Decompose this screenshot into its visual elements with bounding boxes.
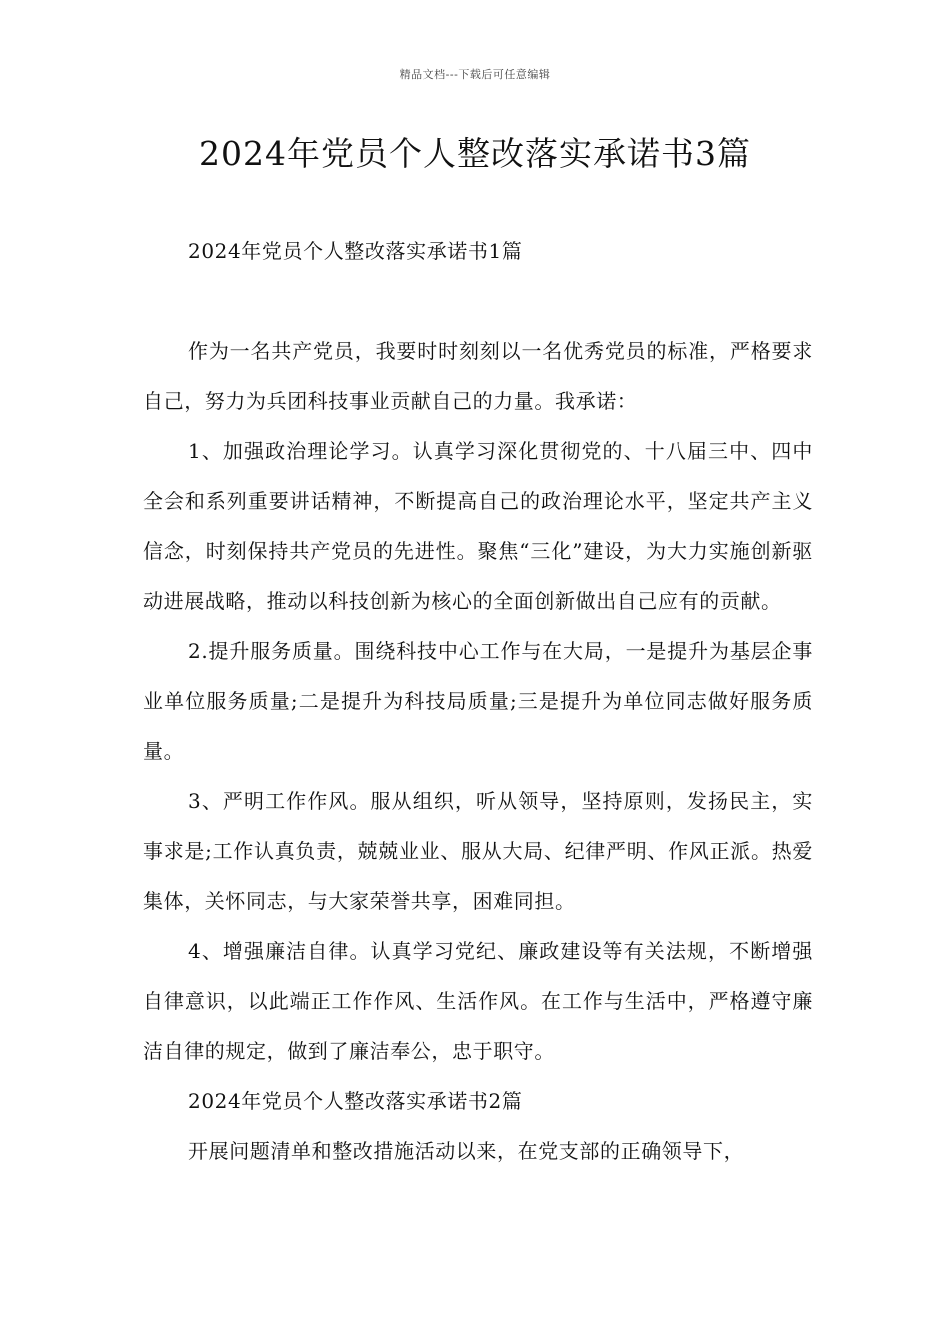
section-1-heading-block [143, 226, 813, 276]
paragraph-item-2: 2.提升服务质量。围绕科技中心工作与在大局，一是提升为基层企事业单位服务质量;二是提升为科技局质量;三是提升为单位同志做好服务质量。 [143, 639, 813, 763]
section-1-body [143, 326, 813, 1176]
paragraph-item-1: 1、加强政治理论学习。认真学习深化贯彻党的、十八届三中、四中全会和系列重要讲话精神，不断提高自己的政治理论水平，坚定共产主义信念，时刻保持共产党员的先进性。聚焦“三化”建设，为大力实施创新驱动进展战略，推动以科技创新为核心的全面创新做出自己应有的贡献。 [143, 439, 813, 613]
header-note: 精品文档---下载后可任意编辑 [399, 68, 551, 81]
section-heading: 2024年党员个人整改落实承诺书2篇 [188, 1089, 523, 1113]
page-title: 2024年党员个人整改落实承诺书3篇 [199, 134, 751, 173]
paragraph-item-3: 3、严明工作作风。服从组织，听从领导，坚持原则，发扬民主，实事求是;工作认真负责，兢兢业业、服从大局、纪律严明、作风正派。热爱集体，关怀同志，与大家荣誉共享，困难同担。 [143, 789, 813, 913]
paragraph-intro: 作为一名共产党员，我要时时刻刻以一名优秀党员的标准，严格要求自己，努力为兵团科技事业贡献自己的力量。我承诺： [143, 339, 813, 413]
paragraph-section-2-intro: 开展问题清单和整改措施活动以来，在党支部的正确领导下， [188, 1139, 745, 1163]
paragraph-item-4: 4、增强廉洁自律。认真学习党纪、廉政建设等有关法规，不断增强自律意识，以此端正工作作风、生活作风。在工作与生活中，严格遵守廉洁自律的规定，做到了廉洁奉公，忠于职守。 [143, 939, 813, 1063]
section-heading: 2024年党员个人整改落实承诺书1篇 [188, 239, 523, 263]
